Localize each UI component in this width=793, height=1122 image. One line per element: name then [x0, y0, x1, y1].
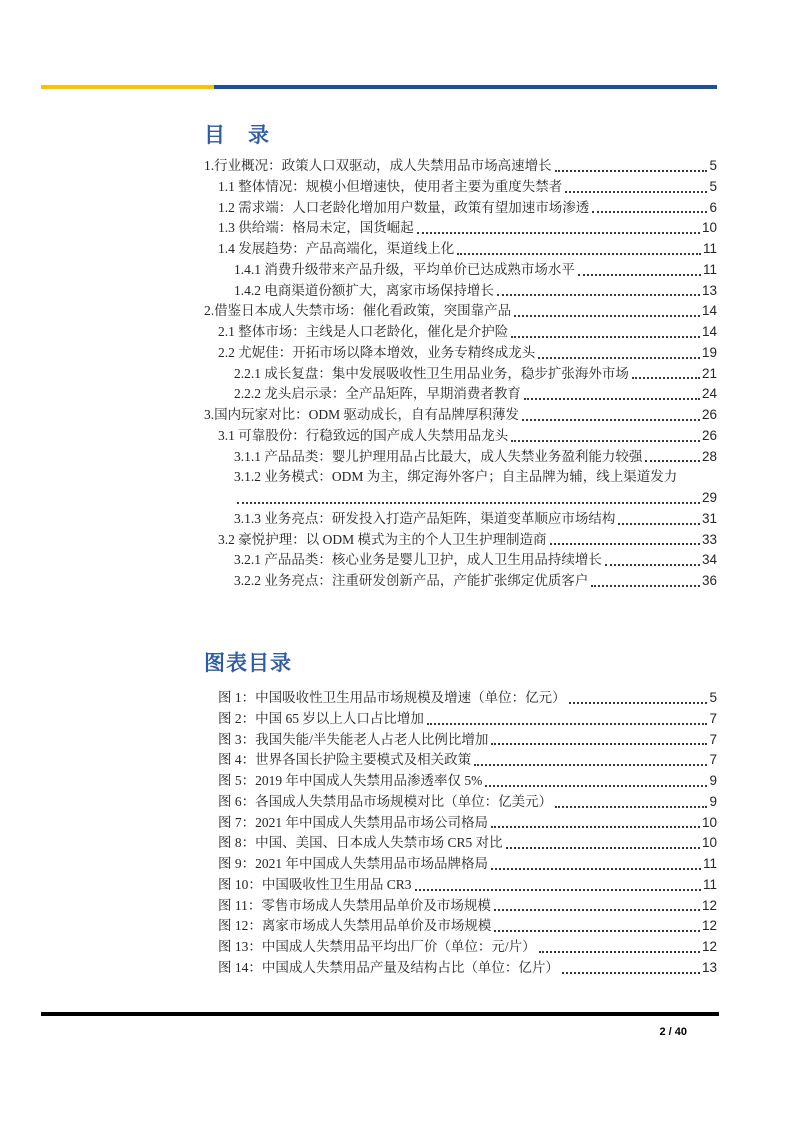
toc-entry[interactable] — [204, 343, 717, 364]
toc-list — [204, 156, 717, 592]
toc-entry-text: 1.3 供给端：格局未定，国货崛起 — [218, 220, 414, 236]
toc-entry-leader-dots — [565, 191, 707, 193]
page-number: 2 / 40 — [659, 1026, 687, 1038]
figure-entry-text: 图 4：世界各国长护险主要模式及相关政策 — [218, 752, 472, 768]
figure-entry-leader-dots — [491, 868, 701, 870]
toc-entry-text: 3.2.1 产品品类：核心业务是婴儿卫护，成人卫生用品持续增长 — [234, 552, 602, 568]
figure-entry[interactable] — [204, 771, 717, 792]
toc-title: 目 录 — [204, 123, 270, 147]
toc-entry-leader-dots — [457, 253, 701, 255]
toc-entry-page: 24 — [701, 386, 717, 402]
toc-entry-leader-dots — [511, 440, 700, 442]
toc-entry[interactable] — [204, 198, 717, 219]
toc-entry-page: 6 — [709, 199, 717, 215]
toc-entry-text: 2.1 整体市场：主线是人口老龄化，催化是介护险 — [218, 324, 509, 339]
toc-entry-text: 2.2.1 成长复盘：集中发展吸收性卫生用品业务，稳步扩张海外市场 — [234, 365, 629, 381]
toc-entry-page: 26 — [701, 427, 717, 443]
toc-entry-page: 5 — [709, 158, 717, 173]
toc-entry-text: 3.2 豪悦护理：以 ODM 模式为主的个人卫生护理制造商 — [218, 531, 547, 547]
toc-entry-page: 34 — [701, 552, 717, 568]
toc-entry-page: 10 — [701, 220, 717, 236]
figure-entry-text: 图 2：中国 65 岁以上人口占比增加 — [218, 710, 424, 726]
figure-entry-text: 图 14：中国成人失禁用品产量及结构占比（单位：亿片） — [218, 959, 559, 975]
figure-entry-page: 12 — [701, 897, 717, 913]
toc-entry[interactable] — [204, 301, 717, 322]
toc-entry-page: 33 — [701, 531, 717, 547]
figure-entry-page: 9 — [709, 773, 717, 788]
toc-entry-leader-dots — [605, 564, 700, 566]
figure-entry[interactable] — [204, 875, 717, 896]
figure-entry-leader-dots — [491, 743, 707, 745]
toc-entry-text: 1.4.1 消费升级带来产品升级，平均单价已达成熟市场水平 — [234, 261, 575, 277]
toc-entry-text: 2.借鉴日本成人失禁市场：催化看政策，突围靠产品 — [204, 303, 512, 319]
figure-entry-text: 图 6：各国成人失禁用品市场规模对比（单位：亿美元） — [218, 793, 553, 809]
toc-entry-leader-dots — [497, 294, 700, 296]
toc-entry-page: 5 — [709, 178, 717, 194]
toc-entry-text: 3.国内玩家对比：ODM 驱动成长，自有品牌厚积薄发 — [204, 407, 520, 422]
figure-entry-page: 12 — [701, 939, 717, 954]
toc-entry-page: 26 — [701, 407, 717, 422]
toc-entry[interactable] — [204, 322, 717, 343]
figure-entry-page: 11 — [702, 856, 717, 871]
toc-entry[interactable] — [204, 281, 717, 302]
toc-entry[interactable] — [204, 384, 717, 405]
toc-entry[interactable] — [204, 467, 717, 488]
figure-toc-list — [204, 688, 717, 979]
figure-entry-text: 图 11：零售市场成人失禁用品单价及市场规模 — [218, 897, 491, 913]
toc-entry-text: 3.1.3 业务亮点：研发投入打造产品矩阵，渠道变革顺应市场结构 — [234, 510, 616, 526]
figure-entry-page: 12 — [701, 918, 717, 934]
figure-entry[interactable] — [204, 750, 717, 771]
toc-entry-leader-dots — [591, 585, 700, 587]
figure-entry-leader-dots — [494, 909, 700, 911]
figure-entry-leader-dots — [562, 972, 700, 974]
toc-entry-text: 1.4.2 电商渠道份额扩大，离家市场保持增长 — [234, 282, 494, 298]
toc-entry-leader-dots — [524, 398, 700, 400]
toc-entry-page: 11 — [702, 261, 717, 277]
figure-entry-page: 13 — [701, 959, 717, 975]
toc-entry-page: 14 — [701, 324, 717, 339]
toc-entry[interactable] — [204, 405, 717, 426]
figure-entry[interactable] — [204, 709, 717, 730]
figure-entry[interactable] — [204, 688, 717, 709]
figure-entry-leader-dots — [491, 826, 700, 828]
figure-entry-leader-dots — [569, 702, 708, 704]
figure-toc-title: 图表目录 — [204, 651, 292, 675]
figure-entry[interactable] — [204, 937, 717, 958]
toc-entry[interactable] — [204, 364, 717, 385]
figure-entry-text: 图 1：中国吸收性卫生用品市场规模及增速（单位：亿元） — [218, 690, 566, 705]
figure-entry[interactable] — [204, 916, 717, 937]
toc-entry-text: 2.2 尤妮佳：开拓市场以降本增效，业务专精终成龙头 — [218, 344, 536, 360]
toc-entry-leader-dots — [514, 315, 700, 317]
figure-entry-page: 11 — [702, 876, 717, 892]
figure-entry[interactable] — [204, 792, 717, 813]
toc-entry-leader-dots — [618, 523, 700, 525]
toc-entry-text: 1.4 发展趋势：产品高端化，渠道线上化 — [218, 241, 455, 256]
figure-entry-text: 图 13：中国成人失禁用品平均出厂价（单位：元/片） — [218, 939, 536, 954]
figure-entry-leader-dots — [506, 847, 700, 849]
toc-entry-text: 3.1 可靠股份：行稳致远的国产成人失禁用品龙头 — [218, 427, 509, 443]
toc-entry-leader-dots — [632, 377, 700, 379]
toc-entry[interactable] — [204, 488, 717, 509]
toc-entry-text: 3.1.2 业务模式：ODM 为主，绑定海外客户；自主品牌为辅，线上渠道发力 — [234, 469, 678, 485]
toc-entry-leader-dots — [578, 274, 701, 276]
toc-entry-page: 13 — [701, 282, 717, 298]
figure-entry-page: 7 — [709, 731, 717, 747]
figure-entry-leader-dots — [427, 723, 708, 725]
toc-entry-leader-dots — [538, 357, 700, 359]
toc-entry[interactable] — [204, 509, 717, 530]
toc-entry-text: 1.2 需求端：人口老龄化增加用户数量，政策有望加速市场渗透 — [218, 199, 590, 215]
toc-entry-page: 29 — [701, 490, 717, 505]
figure-entry[interactable] — [204, 813, 717, 834]
toc-entry[interactable] — [204, 260, 717, 281]
header-divider-blue-segment — [214, 85, 717, 89]
toc-entry-leader-dots — [592, 211, 707, 213]
toc-entry-leader-dots — [511, 336, 700, 338]
toc-entry-text: 3.1.1 产品品类：婴儿护理用品占比最大，成人失禁业务盈利能力较强 — [234, 448, 643, 464]
figure-entry-text: 图 10：中国吸收性卫生用品 CR3 — [218, 876, 412, 892]
figure-entry-page: 10 — [701, 835, 717, 851]
figure-entry-leader-dots — [494, 930, 700, 932]
toc-entry[interactable] — [204, 177, 717, 198]
figure-entry-page: 9 — [709, 793, 717, 809]
toc-entry-leader-dots — [645, 460, 700, 462]
toc-entry-page: 11 — [702, 241, 717, 256]
toc-entry[interactable] — [204, 156, 717, 177]
figure-entry-text: 图 3：我国失能/半失能老人占老人比例比增加 — [218, 731, 489, 747]
figure-entry-text: 图 12：离家市场成人失禁用品单价及市场规模 — [218, 918, 492, 934]
toc-entry-leader-dots — [550, 543, 700, 545]
figure-entry-page: 7 — [709, 710, 717, 726]
toc-entry-page: 19 — [701, 344, 717, 360]
figure-entry-text: 图 7：2021 年中国成人失禁用品市场公司格局 — [218, 814, 488, 830]
figure-entry-leader-dots — [539, 951, 700, 953]
header-divider-gold-segment — [41, 85, 214, 89]
toc-entry-page: 36 — [701, 573, 717, 588]
toc-entry-text: 3.2.2 业务亮点：注重研发创新产品，产能扩张绑定优质客户 — [234, 573, 589, 588]
toc-entry-leader-dots — [237, 502, 700, 504]
figure-entry[interactable] — [204, 854, 717, 875]
figure-entry-page: 10 — [701, 814, 717, 830]
toc-entry-text: 2.2.2 龙头启示录：全产品矩阵，早期消费者教育 — [234, 386, 521, 402]
toc-entry-text: 1.1 整体情况：规模小但增速快，使用者主要为重度失禁者 — [218, 178, 563, 194]
footer-divider — [41, 1012, 719, 1016]
figure-entry[interactable] — [204, 896, 717, 917]
toc-entry[interactable] — [204, 571, 717, 592]
toc-entry-page: 21 — [701, 365, 717, 381]
figure-entry-leader-dots — [485, 785, 707, 787]
toc-entry[interactable] — [204, 218, 717, 239]
header-divider — [41, 85, 717, 89]
toc-entry-page: 31 — [701, 510, 717, 526]
figure-entry[interactable] — [204, 958, 717, 979]
toc-entry[interactable] — [204, 426, 717, 447]
toc-entry[interactable] — [204, 447, 717, 468]
figure-entry-leader-dots — [415, 889, 701, 891]
toc-entry-leader-dots — [417, 232, 700, 234]
figure-entry[interactable] — [204, 730, 717, 751]
figure-entry-text: 图 5：2019 年中国成人失禁用品渗透率仅 5% — [218, 773, 483, 788]
figure-entry-text: 图 9：2021 年中国成人失禁用品市场品牌格局 — [218, 856, 488, 871]
toc-entry-text: 1.行业概况：政策人口双驱动，成人失禁用品市场高速增长 — [204, 158, 552, 173]
figure-entry-page: 5 — [709, 690, 717, 705]
toc-entry-page: 14 — [701, 303, 717, 319]
toc-entry-page: 28 — [701, 448, 717, 464]
figure-entry[interactable] — [204, 833, 717, 854]
toc-entry-leader-dots — [555, 170, 708, 172]
figure-entry-page: 7 — [709, 752, 717, 768]
figure-entry-leader-dots — [555, 806, 707, 808]
toc-entry[interactable] — [204, 530, 717, 551]
figure-entry-text: 图 8：中国、美国、日本成人失禁市场 CR5 对比 — [218, 835, 503, 851]
toc-entry[interactable] — [204, 550, 717, 571]
figure-entry-leader-dots — [474, 764, 707, 766]
toc-entry[interactable] — [204, 239, 717, 260]
toc-entry-leader-dots — [522, 419, 700, 421]
